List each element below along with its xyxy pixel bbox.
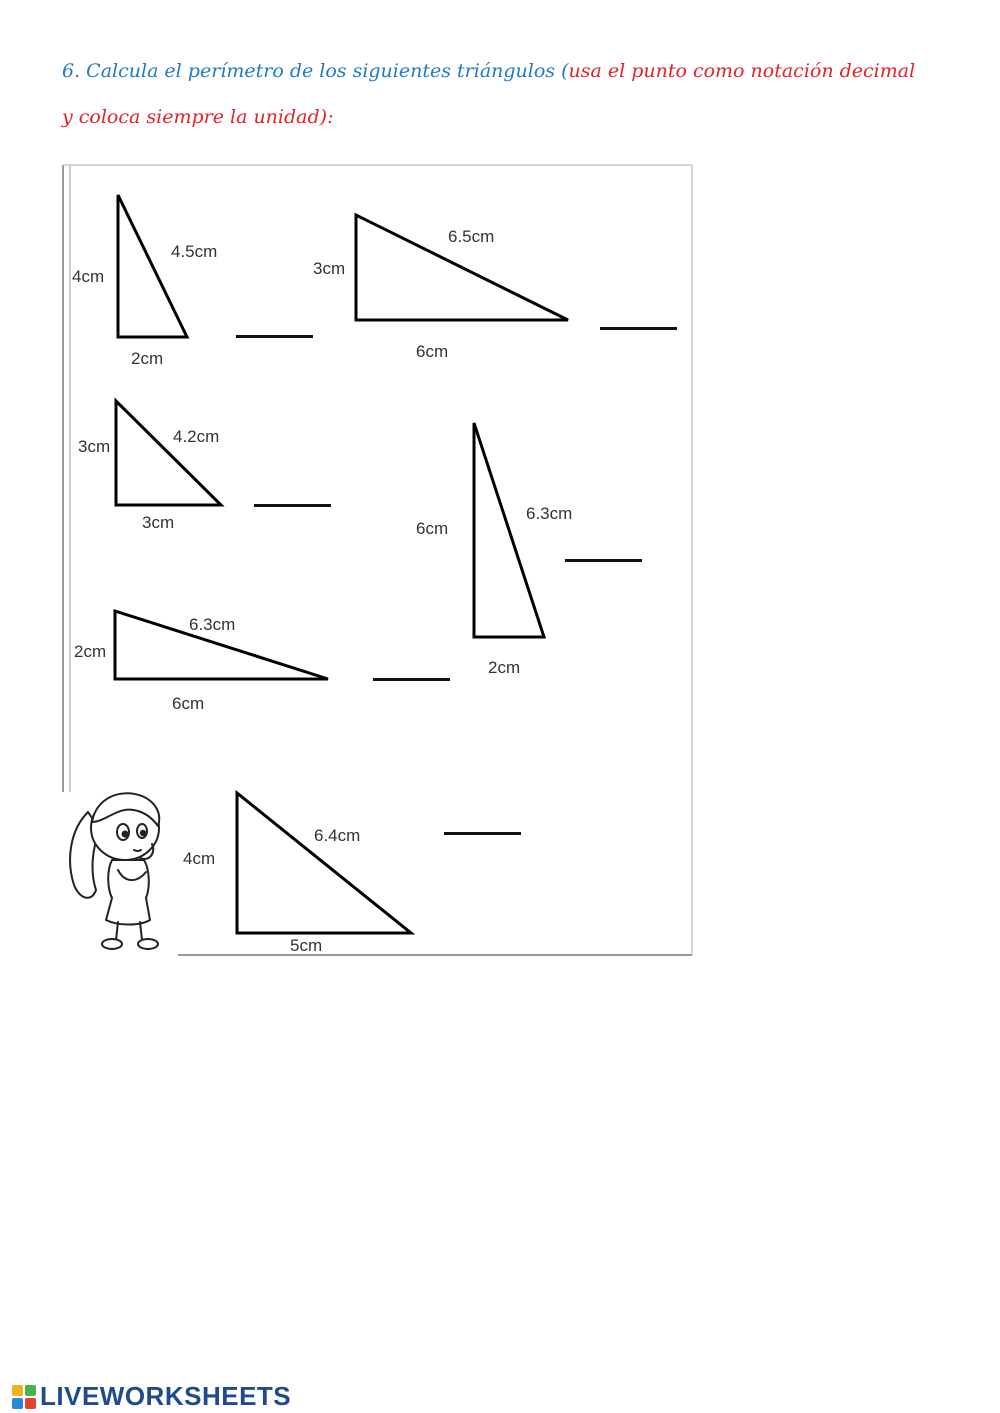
triangle-5-hypotenuse-label: 6.3cm — [189, 615, 236, 634]
triangle-6-side-b-label: 5cm — [290, 936, 323, 955]
triangle-5-side-a-label: 2cm — [74, 642, 107, 661]
triangle-2-hypotenuse-label: 6.5cm — [448, 227, 495, 246]
triangle-6-side-a-label: 4cm — [183, 849, 216, 868]
liveworksheets-icon — [12, 1385, 36, 1409]
instruction-red-text-2: y coloca siempre la unidad — [62, 106, 320, 128]
triangle-3-side-a-label: 3cm — [78, 437, 111, 456]
answer-blank-4[interactable] — [565, 559, 642, 562]
triangle-3-hypotenuse-label: 4.2cm — [173, 427, 220, 446]
triangle-5-side-b-label: 6cm — [172, 694, 205, 713]
triangle-4 — [474, 423, 544, 637]
answer-blank-3[interactable] — [254, 504, 331, 507]
instruction-blue-text: 6. Calcula el perímetro de los siguientes triángulos ( — [62, 60, 569, 82]
answer-blank-5[interactable] — [373, 678, 450, 681]
triangle-6 — [237, 793, 411, 933]
triangle-3 — [116, 401, 221, 505]
triangle-4-side-a-label: 6cm — [416, 519, 449, 538]
answer-blank-2[interactable] — [600, 327, 677, 330]
triangle-2-side-a-label: 3cm — [313, 259, 346, 278]
triangle-1-hypotenuse-label: 4.5cm — [171, 242, 218, 261]
triangle-1-side-a-label: 4cm — [72, 267, 105, 286]
triangle-4-side-b-label: 2cm — [488, 658, 521, 677]
triangle-1-side-b-label: 2cm — [131, 349, 164, 368]
liveworksheets-brand-text: LIVEWORKSHEETS — [40, 1381, 292, 1411]
triangle-4-hypotenuse-label: 6.3cm — [526, 504, 573, 523]
instruction-red-text-1: usa el punto como notación decimal — [568, 60, 916, 82]
liveworksheets-logo — [12, 1381, 291, 1412]
answer-blank-1[interactable] — [236, 335, 313, 338]
girl-illustration — [70, 793, 159, 949]
triangle-2-side-b-label: 6cm — [416, 342, 449, 361]
instruction-tail: ): — [319, 106, 334, 128]
triangle-1 — [118, 195, 187, 337]
answer-blank-6[interactable] — [444, 832, 521, 835]
triangle-3-side-b-label: 3cm — [142, 513, 175, 532]
triangle-6-hypotenuse-label: 6.4cm — [314, 826, 361, 845]
